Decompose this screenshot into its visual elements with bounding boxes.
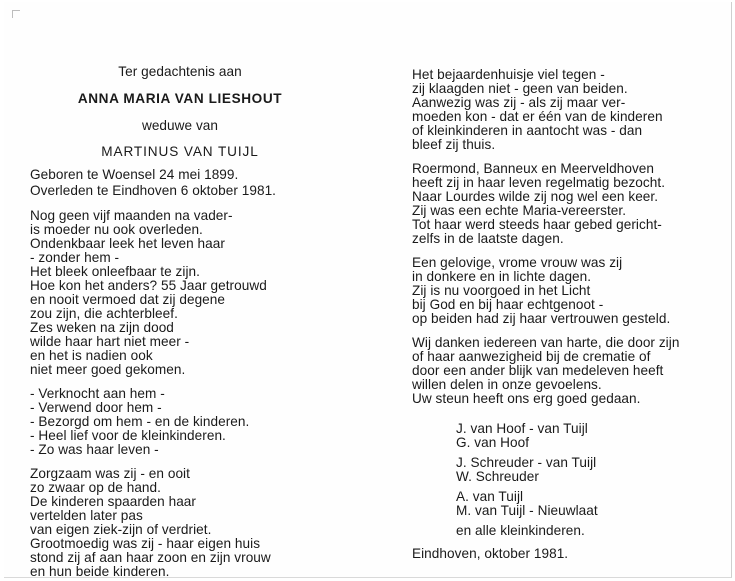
poem-line: Zij is nu voorgoed in het Licht [412, 283, 591, 298]
poem-line: zou zijn, die achterbleef. [30, 306, 178, 321]
memorial-card [4, 2, 732, 578]
poem-line: Het bleek onleefbaar te zijn. [30, 264, 200, 279]
poem-line: vertelden later pas [30, 508, 143, 523]
poem-line: is moeder nu ook overleden. [30, 222, 203, 237]
poem-line: zo zwaar op de hand. [30, 480, 161, 495]
poem-line: Zorgzaam was zij - en ooit [30, 466, 190, 481]
intro-line: Ter gedachtenis aan [118, 64, 242, 79]
poem-line: stond zij af aan haar zoon en zijn vrouw [30, 550, 271, 565]
thanks-line: door een ander blijk van medeleven heeft [412, 363, 664, 378]
poem-line: zij klaagden niet - geen van beiden. [412, 81, 628, 96]
deceased-name: ANNA MARIA VAN LIESHOUT [77, 91, 283, 106]
poem-line: van eigen ziek-zijn of verdriet. [30, 522, 212, 537]
poem-line: bleef zij thuis. [412, 137, 496, 152]
birth-line: Geboren te Woensel 24 mei 1899. [30, 167, 239, 182]
poem-line: - Verknocht aan hem - [30, 386, 165, 401]
poem-line: zelfs in de laatste dagen. [412, 231, 564, 246]
poem-line: niet meer goed gekomen. [30, 362, 186, 377]
poem-line: Tot haar werd steeds haar gebed gericht- [412, 217, 662, 232]
poem-line: - Zo was haar leven - [30, 442, 159, 457]
poem-line: of kleinkinderen in aantocht was - dan [412, 123, 643, 138]
death-line: Overleden te Eindhoven 6 oktober 1981. [30, 183, 277, 198]
family-member: M. van Tuijl - Nieuwlaat [456, 503, 598, 518]
poem-line: - Heel lief voor de kleinkinderen. [30, 428, 226, 443]
family-member: en alle kleinkinderen. [456, 523, 585, 538]
poem-line: De kinderen spaarden haar [30, 494, 196, 509]
poem-line: Zij was een echte Maria-vereerster. [412, 203, 627, 218]
poem-line: - zonder hem - [30, 250, 120, 265]
thanks-line: Wij danken iedereen van harte, die door zijn [412, 335, 680, 350]
poem-line: op beiden had zij haar vertrouwen gesteld. [412, 311, 671, 326]
corner-scan-mark [12, 10, 13, 18]
poem-line: Naar Lourdes wilde zij nog wel een keer. [412, 189, 659, 204]
poem-line: en het is nadien ook [30, 348, 153, 363]
poem-line: - Bezorgd om hem - en de kinderen. [30, 414, 250, 429]
poem-line: Nog geen vijf maanden na vader- [30, 208, 233, 223]
poem-line: heeft zij in haar leven regelmatig bezocht. [412, 175, 666, 190]
poem-line: bij God en bij haar echtgenoot - [412, 297, 604, 312]
relation-line: weduwe van [141, 118, 219, 133]
poem-line: Een gelovige, vrome vrouw was zij [412, 255, 623, 270]
thanks-line: of haar aanwezigheid bij de crematie of [412, 349, 651, 364]
poem-line: Ondenkbaar leek het leven haar [30, 236, 225, 251]
poem-line: Hoe kon het anders? 55 Jaar getrouwd [30, 278, 267, 293]
poem-line: wilde haar hart niet meer - [30, 334, 190, 349]
poem-line: Aanwezig was zij - als zij maar ver- [412, 95, 626, 110]
poem-line: Roermond, Banneux en Meerveldhoven [412, 161, 655, 176]
poem-line: Zes weken na zijn dood [30, 320, 174, 335]
poem-line: in donkere en in lichte dagen. [412, 269, 592, 284]
corner-scan-mark [12, 10, 20, 11]
spouse-name: MARTINUS VAN TUIJL [101, 144, 259, 159]
place-date-signoff: Eindhoven, oktober 1981. [412, 546, 569, 561]
thanks-line: willen delen in onze gevoelens. [412, 377, 602, 392]
thanks-line: Uw steun heeft ons erg goed gedaan. [412, 391, 641, 406]
poem-line: en nooit vermoed dat zij degene [30, 292, 226, 307]
family-member: A. van Tuijl [456, 489, 524, 504]
poem-line: en hun beide kinderen. [30, 564, 170, 579]
family-member: W. Schreuder [456, 469, 539, 484]
family-member: J. van Hoof - van Tuijl [456, 421, 588, 436]
family-member: G. van Hoof [456, 435, 530, 450]
poem-line: Het bejaardenhuisje viel tegen - [412, 67, 605, 82]
poem-line: Grootmoedig was zij - haar eigen huis [30, 536, 261, 551]
poem-line: moeden kon - dat er één van de kinderen [412, 109, 663, 124]
family-member: J. Schreuder - van Tuijl [456, 455, 597, 470]
poem-line: - Verwend door hem - [30, 400, 162, 415]
